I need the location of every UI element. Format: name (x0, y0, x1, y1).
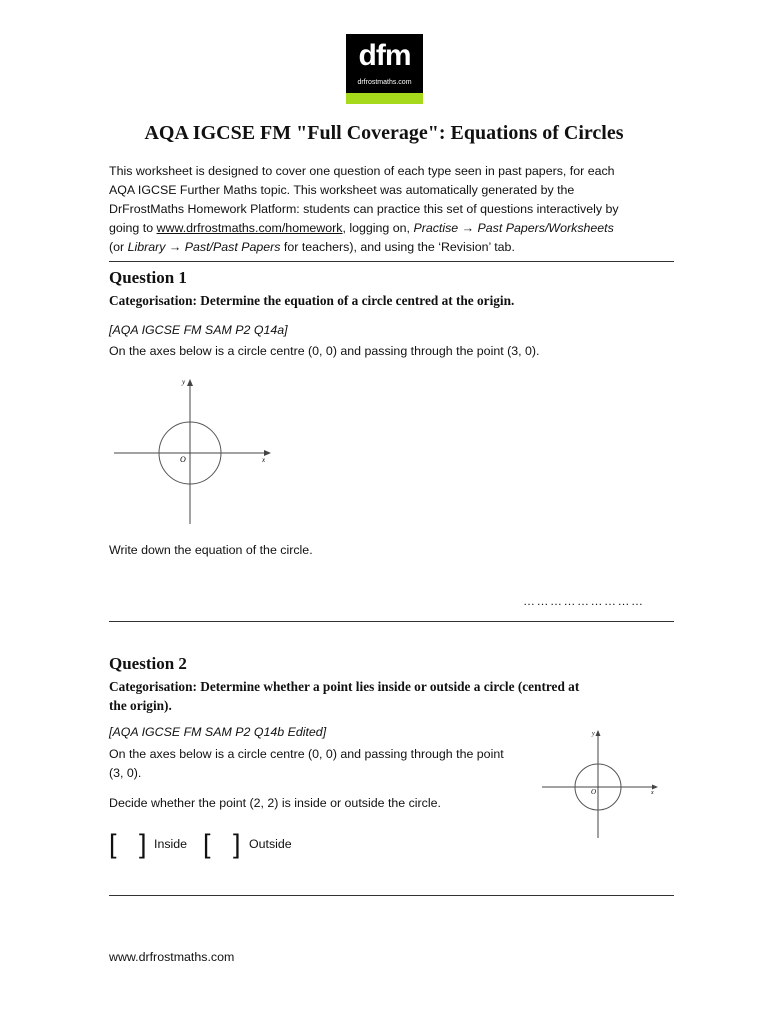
checkbox-bracket-close[interactable]: ] (232, 829, 241, 859)
option-inside[interactable] (109, 829, 146, 859)
intro-line-5 (109, 238, 679, 257)
answer-line[interactable]: ……………………… (523, 594, 645, 608)
question-2-circle-diagram (540, 728, 665, 840)
question-1-text: On the axes below is a circle centre (0, 0) and passing through the point (3, 0). (109, 344, 540, 358)
divider (109, 621, 674, 622)
question-1-circle-diagram (112, 376, 274, 526)
intro-line-1: This worksheet is designed to cover one question of each type seen in past papers, for each (109, 164, 615, 178)
logo-text: dfm (358, 39, 411, 72)
page-title: AQA IGCSE FM "Full Coverage": Equations of Circles (144, 122, 624, 144)
homework-link[interactable]: www.drfrostmaths.com/homework (156, 221, 343, 235)
intro-line-3: DrFrostMaths Homework Platform: students can practice this set of questions interactively by (109, 202, 619, 216)
intro-text: for teachers), and using the ‘Revision’ tab. (280, 240, 515, 254)
intro-text: going to (109, 221, 157, 235)
x-axis-label: x (651, 790, 654, 796)
question-1-prompt: Write down the equation of the circle. (109, 543, 313, 557)
checkbox-bracket-open[interactable]: [ (203, 829, 211, 859)
intro-path-practise: Practise → Past Papers/Worksheets (413, 221, 614, 235)
divider (109, 895, 674, 896)
question-2-reference: [AQA IGCSE FM SAM P2 Q14b Edited] (109, 725, 327, 739)
origin-label: O (180, 455, 186, 464)
x-axis-arrow (652, 785, 658, 790)
y-axis-arrow (596, 730, 601, 736)
logo-url: drfrostmaths.com (357, 79, 412, 86)
intro-line-4 (109, 219, 679, 238)
question-text-line: On the axes below is a circle centre (0, 0) and passing through the point (109, 747, 504, 761)
question-1-heading: Question 1 (109, 268, 187, 287)
question-1-reference: [AQA IGCSE FM SAM P2 Q14a] (109, 323, 288, 337)
question-text-line: (3, 0). (109, 766, 142, 780)
categorisation-line: the origin). (109, 698, 172, 713)
question-2-prompt: Decide whether the point (2, 2) is inside or outside the circle. (109, 796, 441, 810)
dfm-logo (346, 34, 423, 104)
intro-line-2: AQA IGCSE Further Maths topic. This worksheet was automatically generated by the (109, 183, 575, 197)
checkbox-bracket-close[interactable]: ] (138, 829, 147, 859)
option-inside-label: Inside (154, 837, 188, 851)
y-axis-label: y (182, 378, 186, 386)
checkbox-bracket-open[interactable]: [ (109, 829, 117, 859)
question-2-categorisation (109, 677, 579, 715)
question-2-text (109, 745, 504, 783)
intro-text: (or (109, 240, 128, 254)
option-outside-label: Outside (249, 837, 292, 851)
option-outside[interactable] (203, 829, 240, 859)
intro-text: , logging on, (342, 221, 414, 235)
intro-paragraph (109, 162, 679, 257)
question-2-heading: Question 2 (109, 654, 187, 673)
y-axis-label: y (592, 731, 595, 737)
question-1-categorisation: Categorisation: Determine the equation of a circle centred at the origin. (109, 293, 515, 308)
categorisation-line: Categorisation: Determine whether a point lies inside or outside a circle (centred at (109, 679, 580, 694)
footer-url: www.drfrostmaths.com (109, 950, 235, 964)
divider (109, 261, 674, 262)
origin-label: O (591, 788, 597, 796)
logo-bar (346, 93, 423, 104)
intro-path-library: Library → Past/Past Papers (127, 240, 281, 254)
y-axis-arrow (187, 379, 193, 386)
x-axis-label: x (262, 456, 266, 464)
